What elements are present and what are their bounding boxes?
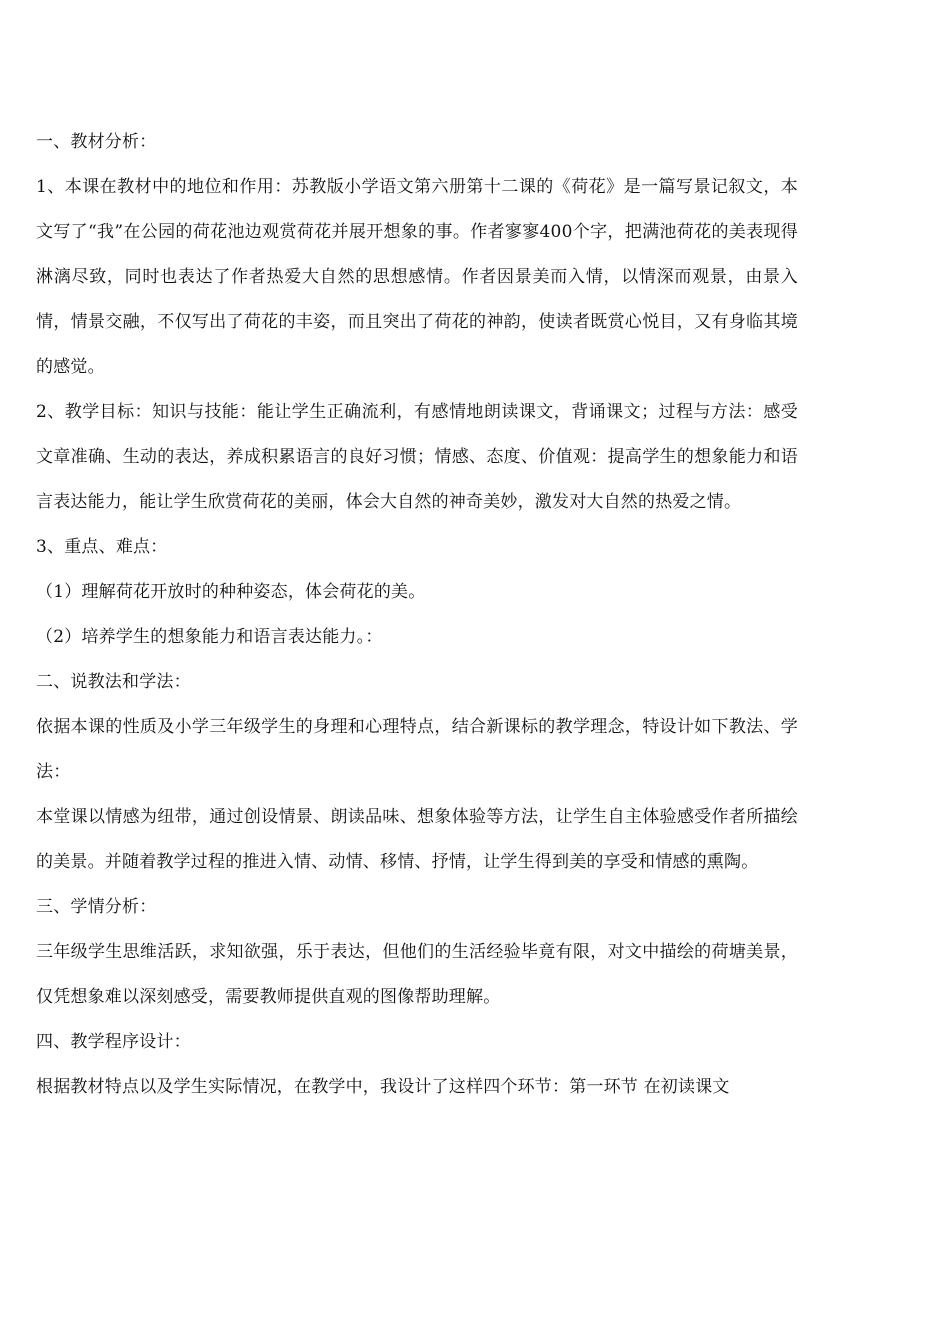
paragraph-methods-detail: 本堂课以情感为纽带，通过创设情景、朗读品味、想象体验等方法，让学生自主体验感受作者所描绘的美景。并随着教学过程的推进入情、动情、移情、抒情，让学生得到美的享受和情感的熏陶。 — [36, 807, 798, 872]
paragraph-teaching-objectives: 2、教学目标：知识与技能：能让学生正确流利，有感情地朗读课文，背诵课文；过程与方法：感受文章准确、生动的表达，养成积累语言的良好习惯；情感、态度、价值观：提高学生的想象能力和语言表达能力，能让学生欣赏荷花的美丽，体会大自然的神奇美妙，激发对大自然的热爱之情。 — [36, 402, 798, 512]
paragraph-lesson-position: 1、本课在教材中的地位和作用：苏教版小学语文第六册第十二课的《荷花》是一篇写景记叙文，本文写了“我”在公园的荷花池边观赏荷花并展开想象的事。作者寥寥400个字，把满池荷花的美表现得淋漓尽致，同时也表达了作者热爱大自然的思想感情。作者因景美而入情，以情深而观景，由景入情，情景交融，不仅写出了荷花的丰姿，而且突出了荷花的神韵，使读者既赏心悦目，又有身临其境的感觉。 — [36, 177, 798, 377]
section-heading-teaching-methods: 二、说教法和学法： — [36, 672, 191, 692]
paragraph-methods-basis: 依据本课的性质及小学三年级学生的身理和心理特点，结合新课标的教学理念，特设计如下教法、学法： — [36, 717, 798, 782]
list-item-key-point-2: （2）培养学生的想象能力和语言表达能力。： — [36, 627, 383, 647]
subheading-key-points: 3、重点、难点： — [36, 537, 168, 557]
section-heading-student-analysis: 三、学情分析： — [36, 897, 157, 917]
paragraph-student-analysis: 三年级学生思维活跃，求知欲强，乐于表达，但他们的生活经验毕竟有限，对文中描绘的荷塘美景，仅凭想象难以深刻感受，需要教师提供直观的图像帮助理解。 — [36, 942, 798, 1007]
paragraph-procedure-intro: 根据教材特点以及学生实际情况，在教学中，我设计了这样四个环节：第一环节 在初读课文 — [36, 1077, 730, 1097]
document-body — [36, 120, 798, 1110]
list-item-key-point-1: （1）理解荷花开放时的种种姿态，体会荷花的美。 — [36, 582, 426, 602]
section-heading-teaching-material-analysis: 一、教材分析： — [36, 132, 157, 152]
section-heading-procedure-design: 四、教学程序设计： — [36, 1032, 191, 1052]
